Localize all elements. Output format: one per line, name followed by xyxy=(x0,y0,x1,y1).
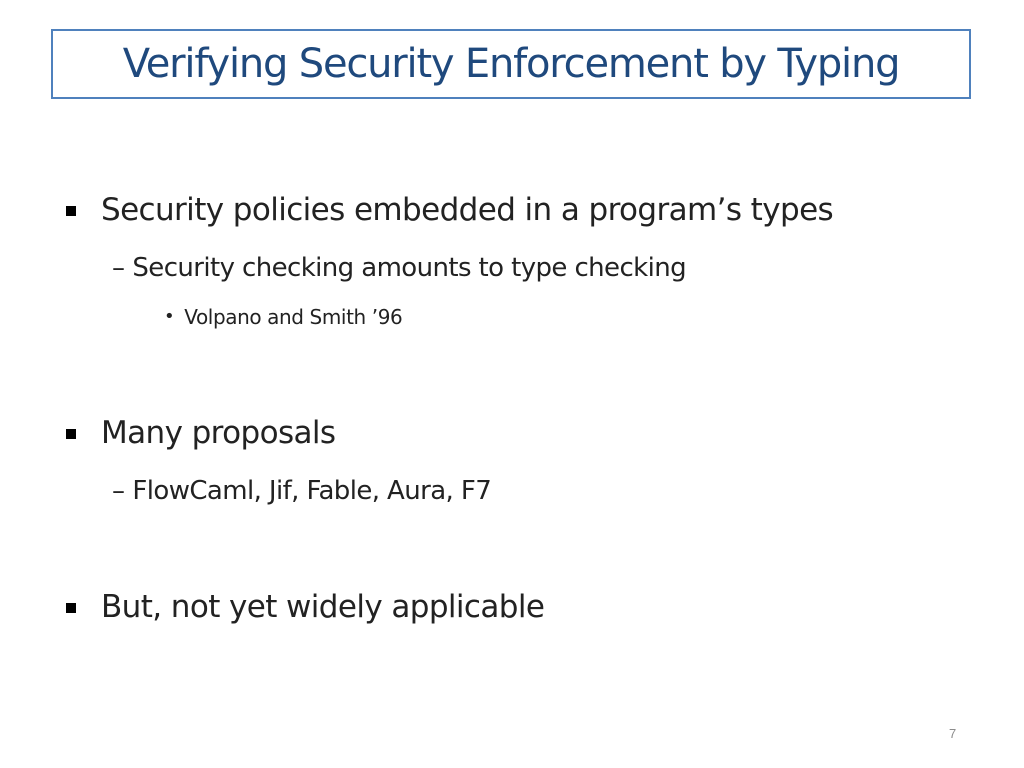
square-bullet-icon xyxy=(66,206,76,216)
page-number: 7 xyxy=(949,726,957,741)
square-bullet-icon xyxy=(66,603,76,613)
bullet-2-text: Many proposals xyxy=(101,415,336,451)
bullet-3 xyxy=(66,589,545,625)
bullet-1-sub-text: Security checking amounts to type checking xyxy=(132,253,686,283)
bullet-1-sub xyxy=(112,255,686,281)
slide-title: Verifying Security Enforcement by Typing xyxy=(122,41,900,87)
bullet-1-sub-sub xyxy=(164,307,402,327)
bullet-2 xyxy=(66,415,336,451)
bullet-2-sub xyxy=(112,478,491,504)
dash-bullet-icon: – xyxy=(112,253,125,283)
bullet-1-text: Security policies embedded in a program’s types xyxy=(101,192,834,228)
dash-bullet-icon: – xyxy=(112,476,125,506)
slide-title-box xyxy=(51,29,971,99)
bullet-1-sub-sub-text: Volpano and Smith ’96 xyxy=(184,305,403,329)
dot-bullet-icon: • xyxy=(164,306,175,327)
bullet-3-text: But, not yet widely applicable xyxy=(101,589,545,625)
bullet-2-sub-text: FlowCaml, Jif, Fable, Aura, F7 xyxy=(132,476,492,506)
square-bullet-icon xyxy=(66,429,76,439)
bullet-1 xyxy=(66,192,834,228)
